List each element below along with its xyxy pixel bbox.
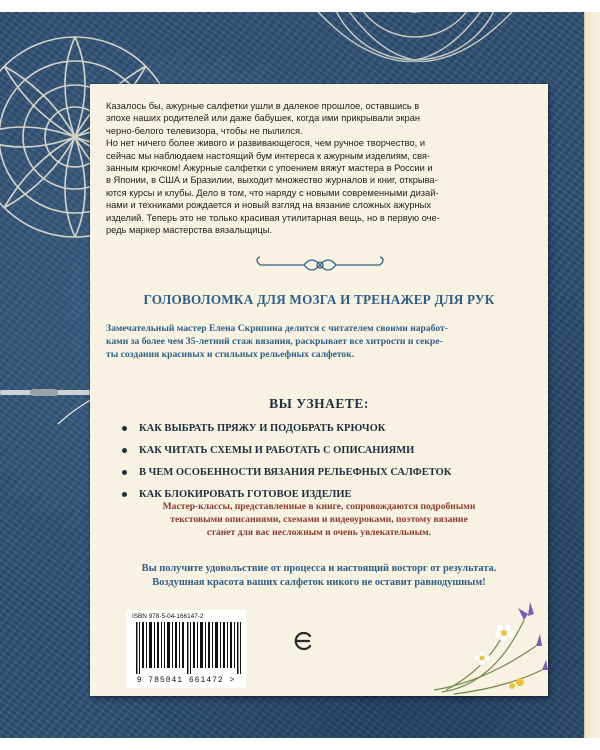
- eksmo-logo-icon: [292, 630, 314, 652]
- intro-paragraph-1: Казалось бы, ажурные салфетки ушли в далекое прошлое, оставшись в эпохе наших родителей или даже бабушек, когда ими прикрывали экран черно-белого телевизора, чтобы не пылился.: [106, 101, 421, 136]
- lace-doily-top-icon: [250, 12, 580, 62]
- intro-text: [90, 84, 548, 236]
- author-blurb: Замечательный мастер Елена Скрипина делится с читателем своими наработ- ками за более чем 35-летний стаж вязания, раскрывает все хитрости и секре- ты создания красивых и стильных рельефных салфеток.: [106, 323, 448, 360]
- barcode: [126, 610, 246, 688]
- barcode-digits: 9 785041 661472 >: [136, 676, 236, 685]
- learn-list: [122, 417, 532, 505]
- learn-item-label: КАК ВЫБРАТЬ ПРЯЖУ И ПОДОБРАТЬ КРЮЧОК: [139, 422, 386, 434]
- learn-item-label: В ЧЕМ ОСОБЕННОСТИ ВЯЗАНИЯ РЕЛЬЕФНЫХ САЛФЕТОК: [139, 466, 452, 478]
- learn-item: [122, 461, 532, 483]
- learn-item: [122, 439, 532, 461]
- bullet-icon: [122, 426, 127, 431]
- masterclass-text: Мастер-классы, представленные в книге, сопровождаются подробными текстовыми описаниями, схемами и видеоуроками, поэтому вязание станет для вас несложным и очень увлекательным.: [162, 501, 476, 539]
- barcode-bars: [136, 622, 244, 674]
- learn-title: ВЫ УЗНАЕТЕ:: [269, 396, 369, 411]
- learn-item-label: КАК ЧИТАТЬ СХЕМЫ И РАБОТАТЬ С ОПИСАНИЯМИ: [139, 444, 415, 456]
- learn-item: [122, 417, 532, 439]
- bullet-icon: [122, 470, 127, 475]
- page-edge-strip: [584, 12, 600, 738]
- content-panel: [90, 84, 548, 696]
- wildflowers-icon: [424, 590, 548, 696]
- learn-item-label: КАК БЛОКИРОВАТЬ ГОТОВОЕ ИЗДЕЛИЕ: [139, 488, 352, 500]
- intro-paragraph-2: Но нет ничего более живого и развивающегося, чем ручное творчество, и сейчас мы наблюдаем настоящий бум интереса к ажурным изделиям, свя- занным крючком! Ажурные салфетки с упоением вяжут мастера в России и в Японии, в США и Бразилии, выходит множество журналов и книг, открыва- ются курсы и клубы. Дело в том, что наряду с новыми современными дизай- нами и техниками рождается и новый взгляд на вязание сложных ажурных изделий. Теперь это не только красивая утилитарная вещь, но в первую оче- редь маркер мастерства вязальщицы.: [106, 138, 440, 236]
- bullet-icon: [122, 492, 127, 497]
- isbn-label: ISBN 978-5-04-166147-2: [132, 613, 204, 620]
- section-heading: ГОЛОВОЛОМКА ДЛЯ МОЗГА И ТРЕНАЖЕР ДЛЯ РУК: [143, 292, 495, 307]
- scroll-ornament-icon: [250, 252, 390, 278]
- closing-text: Вы получите удовольствие от процесса и настоящий восторг от результата. Воздушная красота ваших салфеток никого не оставит равнодушным!: [141, 563, 497, 588]
- bullet-icon: [122, 448, 127, 453]
